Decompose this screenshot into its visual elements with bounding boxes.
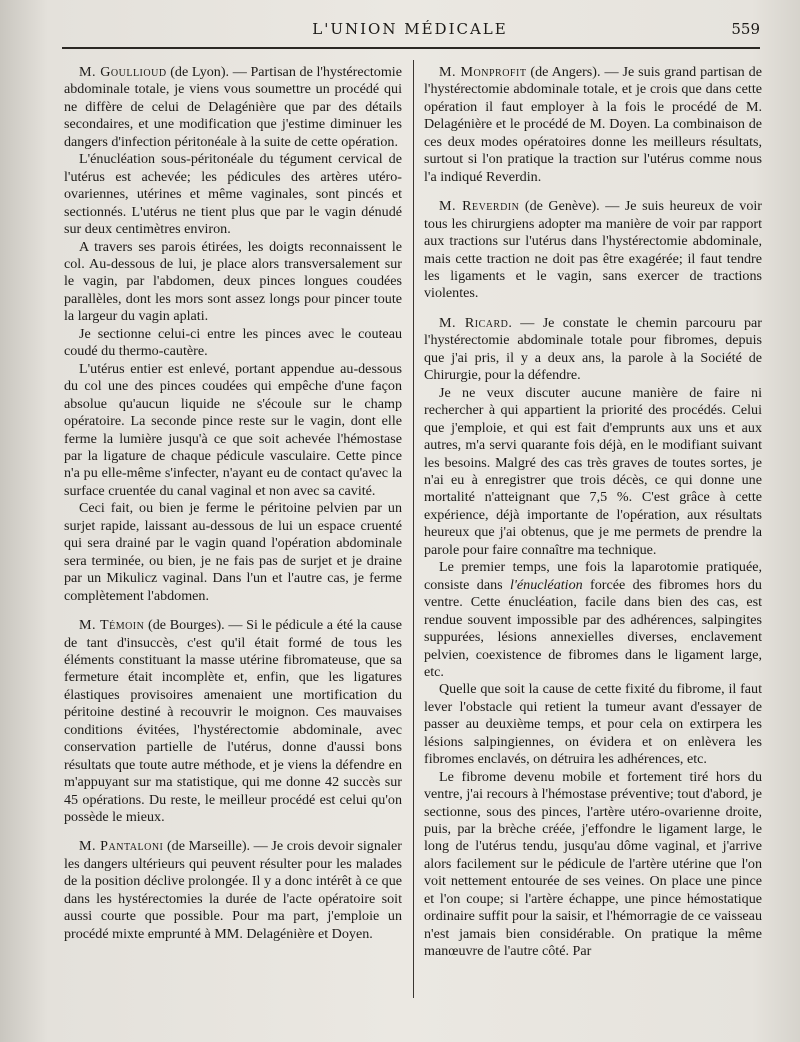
speaker-ricard: M. Ricard (439, 314, 509, 331)
monprofit-paragraph (424, 64, 762, 186)
ricard-text-3-italic: l'énucléation (509, 576, 583, 593)
goullioud-paragraph-5: L'utérus entier est enlevé, portant appendue au-dessous du col une des pinces coudées qui empêche d'une façon absolue qu'aucun liquide ne s'écoule sur le champ opératoire. La seconde pince reste sur le vagin, dont elle ferme la lumière jusqu'à ce que soit achevée l'hémostase par la ligature de chaque pédicule vasculaire. Cette pince n'a pu elle-même s'infecter, n'ayant eu de contact qu'avec la surface cruentée du canal vaginal et non avec sa cavité. (64, 360, 402, 499)
right-column (424, 64, 762, 1022)
running-title: L'UNION MÉDICALE (312, 20, 508, 38)
column-divider (413, 60, 414, 998)
goullioud-paragraph-6: Ceci fait, ou bien je ferme le péritoine pelvien par un surjet rapide, laissant au-dessous de lui un espace cruenté qui sera drainé par le vagin quand l'opération abdominale sera terminée, ou bien, je ne fais pas de surjet et je draine par un Mikulicz vaginal. Dans l'un et l'autre cas, je ferme complètement l'abdomen. (64, 500, 402, 604)
temoin-text: (de Bourges). — Si le pédicule a été la cause de tant d'insuccès, c'est qu'il était formé de tous les éléments constituant la masse utérine fibromateuse, que sa fermeture était incomplète et, enfin, que les ligatures élastiques provisoires amenaient une mortification du péritoine destiné à recouvrir le moignon. Ces mauvaises conditions évitées, l'hystérectomie abdominale, avec conservation partielle de l'utérus, donne d'aussi bons résultats que toute autre méthode, et je viens la défendre en m'appuyant sur ma statistique, qui me donne 42 succès sur 45 opérations. Du reste, le meilleur procédé est celui qu'on possède le mieux. (64, 617, 402, 826)
ricard-paragraph-5: Le fibrome devenu mobile et fortement tiré hors du ventre, j'ai recours à l'hémostase préventive; tout d'abord, je sectionne, sous des pinces, l'artère utéro-ovarienne droite, puis, par la brèche créée, j'effondre le ligament large, le long de l'utérus tendu, jusqu'au dôme vaginal, et j'arrive alors facilement sur le pédicule de l'artère utérine que l'on voit nettement entourée de ses veines. On place une pince et l'on coupe; si l'artère échappe, une pince hémostatique ordinaire suffit pour la saisir, et l'hémorragie de ce vaisseau n'est jamais bien considérable. On pratique la même manœuvre de l'autre côté. Par (424, 768, 762, 960)
ricard-paragraph-3 (424, 559, 762, 681)
pantaloni-text: (de Marseille). — Je crois devoir signaler les dangers ultérieurs qui peuvent résulter pour les malades de la position déclive prolongée. Il y a donc intérêt à ce que dans les hystérectomies la durée de l'acte opératoire soit aussi courte que possible. Pour ma part, j'emploie un procédé mixte emprunté à MM. Delagénière et Doyen. (64, 838, 402, 942)
ricard-text-3b: forcée des fibromes hors du ventre. Cette énucléation, facile dans bien des cas, est rendue souvent impossible par des adhérences, salpingites suppurées, lésions annexielles diverses, enclavement pelvien, coexistence de fibromes dans le ligament large, etc. (424, 576, 762, 680)
left-column (64, 64, 402, 1022)
goullioud-paragraph-2: L'énucléation sous-péritonéale du tégument cervical de l'utérus est achevée; les pédicules des artères utéro-ovariennes, utérines et même vaginales, sont pincés et sectionnés. L'utérus ne tient plus que par le vagin dénudé sur deux centimètres environ. (64, 151, 402, 238)
temoin-paragraph (64, 617, 402, 826)
ricard-paragraph-4: Quelle que soit la cause de cette fixité du fibrome, il faut lever l'obstacle qui retient la tumeur avant d'essayer de passer au deuxième temps, et pour cela on extirpera les lésions salpingiennes, on évidera et on enlèvera les fibromes enclavés, on détruira les adhérences, etc. (424, 681, 762, 768)
page-header (60, 18, 760, 46)
speaker-pantaloni: M. Pantaloni (79, 838, 164, 855)
reverdin-text: (de Genève). — Je suis heureux de voir tous les chirurgiens adopter ma manière de voir par rapport aux tractions sur l'utérus dans l'hystérectomie abdominale, mais cette traction ne doit pas être exagérée; il faut tendre les ligaments et le vagin, sans exercer de tractions violentes. (424, 198, 762, 302)
ricard-paragraph-2: Je ne veux discuter aucune manière de faire ni rechercher à qui appartient la priorité des procédés. Celui que j'emploie, et qui est fait d'emprunts aux uns et aux autres, m'a servi quarante fois déjà, en le modifiant suivant les besoins. Malgré des cas très graves de toutes sortes, je n'ai eu à enregistrer que trois décès, ce qui donne une mortalité n'atteignant que 7,5 %. C'est grâce à cette expérience, déjà importante de l'opération, aux résultats heureux que j'ai obtenus, que je me permets de prendre la parole pour faire connaître ma technique. (424, 384, 762, 558)
ricard-text-3a: Le premier temps, une fois la laparotomie pratiquée, consiste dans (424, 559, 762, 593)
speaker-temoin: M. Témoin (79, 617, 145, 634)
speaker-monprofit: M. Monprofit (439, 64, 527, 80)
goullioud-paragraph-1 (64, 64, 402, 151)
ricard-paragraph-1 (424, 315, 762, 385)
speaker-goullioud: M. Goullioud (79, 64, 167, 80)
page-number: 559 (731, 20, 760, 38)
goullioud-paragraph-3: A travers ses parois étirées, les doigts reconnaissent le col. Au-dessous de lui, je place alors transversalement sur le vagin, par l'abdomen, deux pinces longues coudées parallèles, dont les mors sont assez longs pour pincer toute la largeur du vagin aplati. (64, 238, 402, 325)
ricard-text-1: . — Je constate le chemin parcouru par l'hystérectomie abdominale totale pour fibromes, depuis que j'ai pris, il y a deux ans, la parole à la Société de Chirurgie, pour la défendre. (424, 314, 762, 384)
monprofit-text: (de Angers). — Je suis grand partisan de l'hystérectomie abdominale totale, et je crois que dans cette opération il faut employer à la fois le procédé de M. Delagénière et le procédé de M. Doyen. La combinaison de ces deux modes opératoires donne les meilleurs résultats, surtout si l'on pratique la traction sur l'utérus comme nous l'a indiqué Reverdin. (424, 64, 762, 185)
header-rule (62, 47, 760, 49)
reverdin-paragraph (424, 198, 762, 303)
goullioud-text-1: (de Lyon). — Partisan de l'hystérectomie abdominale totale, je viens vous soumettre un procédé qui ne diffère de celui de Delagénière que par des détails secondaires, et une modification que j'estime diminuer les dangers d'infection péritonéale à la suite de cette opération. (64, 64, 402, 150)
goullioud-paragraph-4: Je sectionne celui-ci entre les pinces avec le couteau coudé du thermo-cautère. (64, 325, 402, 360)
pantaloni-paragraph (64, 838, 402, 943)
speaker-reverdin: M. Reverdin (439, 198, 520, 215)
